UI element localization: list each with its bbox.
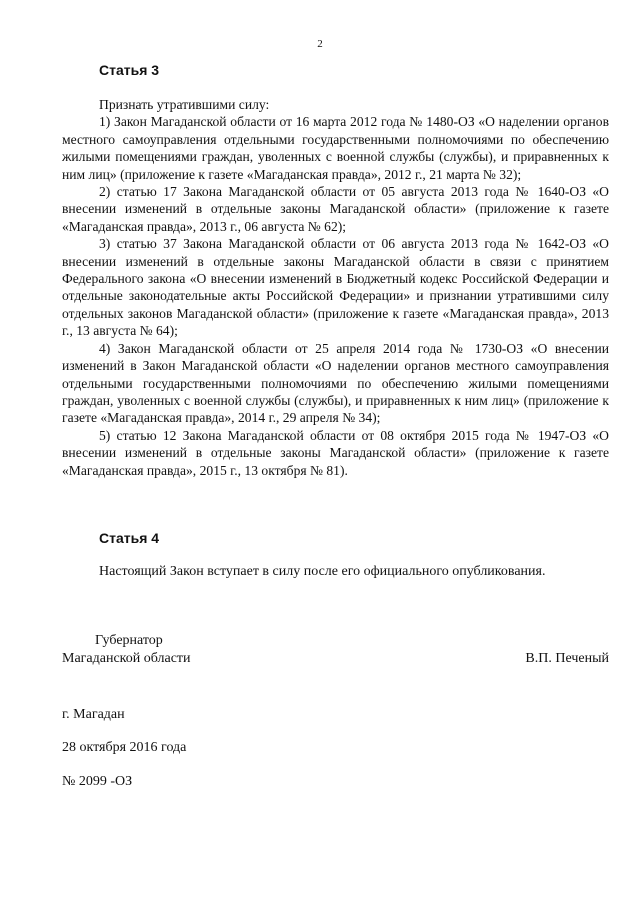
page-number: 2 [317,38,323,50]
article-3-item-5: 5) статью 12 Закона Магаданской области от 08 октября 2015 года № 1947-ОЗ «О внесении изменений в отдельные законы Магаданской области» (приложение к газете «Магаданская правда», 2015 г., 13 октября № 81). [62,427,609,478]
signature-name: В.П. Печеный [525,651,609,666]
article-4-text: Настоящий Закон вступает в силу после его официального опубликования. [99,564,546,579]
article-3-intro: Признать утратившими силу: [99,97,270,112]
article-3-item-3: 3) статью 37 Закона Магаданской области от 06 августа 2013 года № 1642-ОЗ «О внесении изменений в отдельные законы Магаданской области в связи с принятием Федерального закона «О внесении изменений в Бюджетный кодекс Российской Федерации и отдельные законодательные акты Российской Федерации» и признании утратившими силу отдельных законов Магаданской области» (приложение к газете «Магаданская правда», 2013 г., 13 августа № 64); [62,236,609,339]
article-3-item-2: 2) статью 17 Закона Магаданской области от 05 августа 2013 года № 1640-ОЗ «О внесении изменений в отдельные законы Магаданской области» (приложение к газете «Магаданская правда», 2013 г., 06 августа № 62); [62,184,609,234]
footer-date: 28 октября 2016 года [62,740,187,755]
article-3-body [62,96,609,479]
footer-law-number: № 2099 -ОЗ [62,774,133,789]
article-3-heading: Статья 3 [99,62,160,78]
footer-city: г. Магадан [62,707,125,722]
article-4-heading: Статья 4 [99,530,160,546]
article-3-item-4: 4) Закон Магаданской области от 25 апреля 2014 года № 1730-ОЗ «О внесении изменений в Закон Магаданской области «О наделении органов местного самоуправления отдельными государственными полномочиями по обеспечению жилыми помещениями граждан, уволенных с военной службы (службы), и приравненных к ним лиц» (приложение к газете «Магаданская правда», 2014 г., 29 апреля № 34); [62,340,609,426]
signature-title-line-1: Губернатор [95,633,163,648]
article-3-item-1: 1) Закон Магаданской области от 16 марта 2012 года № 1480-ОЗ «О наделении органов местного самоуправления отдельными государственными полномочиями по обеспечению жилыми помещениями граждан, уволенных с военной службы (службы), и приравненных к ним лиц» (приложение к газете «Магаданская правда», 2012 г., 21 марта № 32); [62,114,609,182]
signature-title-line-2: Магаданской области [62,651,191,666]
